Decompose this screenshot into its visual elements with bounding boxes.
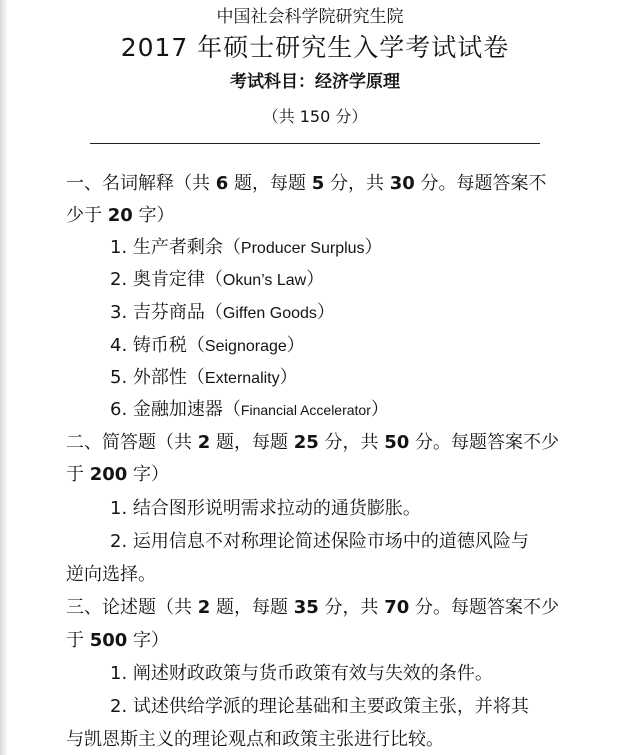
term-english: Financial Accelerator (240, 402, 371, 418)
term-chinese: 金融加速器（ (132, 399, 241, 420)
section1-points-each: 5 (311, 173, 325, 194)
section1-text: 少于 (66, 205, 108, 226)
term-english: Okun’s Law (222, 272, 307, 289)
section1-text: 字） (132, 205, 175, 226)
header-divider (90, 143, 540, 144)
term-chinese: 外部性（ (132, 367, 205, 388)
section1-word-count: 20 (107, 205, 133, 226)
section1-text: 分，共 (324, 173, 390, 194)
section3-text: 字） (127, 630, 170, 651)
item-number: 3. (110, 302, 128, 323)
section3-text: 于 (66, 630, 90, 651)
section3-text: 分，共 (318, 597, 385, 618)
paren-close: ） (286, 335, 305, 356)
section3-heading-cont (66, 629, 169, 653)
term-item (110, 398, 389, 422)
section2-text: 题，每题 (210, 432, 294, 453)
item-number: 4. (110, 335, 128, 356)
term-chinese: 生产者剩余（ (132, 237, 241, 258)
section3-count: 2 (197, 597, 211, 618)
section1-heading (66, 172, 547, 196)
paren-close: ） (306, 269, 325, 290)
term-item (110, 236, 383, 261)
subject-value: 经济学原理 (315, 72, 400, 92)
exam-title: 2017 年硕士研究生入学考试试卷 (120, 33, 510, 62)
item-number: 1. (110, 237, 128, 258)
section3-word-count: 500 (89, 630, 128, 651)
section3-points-total: 70 (384, 597, 410, 618)
total-score: （共 150 分） (262, 107, 368, 126)
section1-text: 题，每题 (228, 173, 312, 194)
question-item: 2. 运用信息不对称理论简述保险市场中的道德风险与 (110, 531, 529, 552)
section3-text: 题，每题 (210, 597, 294, 618)
term-english: Producer Surplus (240, 240, 365, 257)
item-number: 6. (110, 399, 128, 420)
paren-close: ） (279, 367, 298, 388)
section3-text: 三、论述题（共 (66, 597, 198, 618)
section2-heading-cont (66, 463, 169, 487)
term-chinese: 铸币税（ (132, 335, 205, 356)
term-english: Seignorage (204, 338, 287, 355)
section2-text: 分。每题答案不少 (409, 432, 560, 453)
section1-text: 一、名词解释（共 (66, 173, 216, 194)
section1-count: 6 (215, 173, 229, 194)
term-english: Giffen Goods (222, 305, 317, 322)
item-number: 2. (110, 269, 128, 290)
term-chinese: 吉芬商品（ (132, 302, 223, 323)
paren-close: ） (370, 399, 389, 420)
section1-points-total: 30 (389, 173, 415, 194)
paren-close: ） (364, 237, 383, 258)
section1-text: 分。每题答案不 (414, 173, 547, 194)
section3-text: 分。每题答案不少 (409, 597, 560, 618)
term-english: Externality (204, 370, 280, 387)
question-item-cont: 与凯恩斯主义的理论观点和政策主张进行比较。 (66, 729, 444, 750)
section1-heading-cont (66, 204, 175, 228)
term-item (110, 268, 324, 293)
question-item: 1. 阐述财政政策与货币政策有效与失效的条件。 (110, 663, 493, 684)
item-number: 5. (110, 367, 128, 388)
section2-text: 于 (66, 464, 90, 485)
term-item (110, 366, 298, 391)
section2-heading (66, 431, 559, 455)
section2-text: 字） (127, 464, 170, 485)
section3-points-each: 35 (293, 597, 319, 618)
section2-word-count: 200 (89, 464, 128, 485)
section2-text: 二、简答题（共 (66, 432, 198, 453)
institution-name: 中国社会科学院研究生院 (216, 7, 404, 27)
section3-heading (66, 596, 559, 620)
subject-label: 考试科目： (230, 72, 315, 92)
section2-text: 分，共 (318, 432, 385, 453)
section2-count: 2 (197, 432, 211, 453)
section2-points-total: 50 (384, 432, 410, 453)
term-item (110, 301, 335, 326)
question-item: 1. 结合图形说明需求拉动的通货膨胀。 (110, 498, 421, 519)
paren-close: ） (316, 302, 335, 323)
exam-subject (0, 67, 630, 92)
question-item: 2. 试述供给学派的理论基础和主要政策主张，并将其 (110, 696, 529, 717)
question-item-cont: 逆向选择。 (66, 564, 156, 585)
section2-points-each: 25 (293, 432, 319, 453)
term-item (110, 334, 305, 359)
term-chinese: 奥肯定律（ (132, 269, 223, 290)
